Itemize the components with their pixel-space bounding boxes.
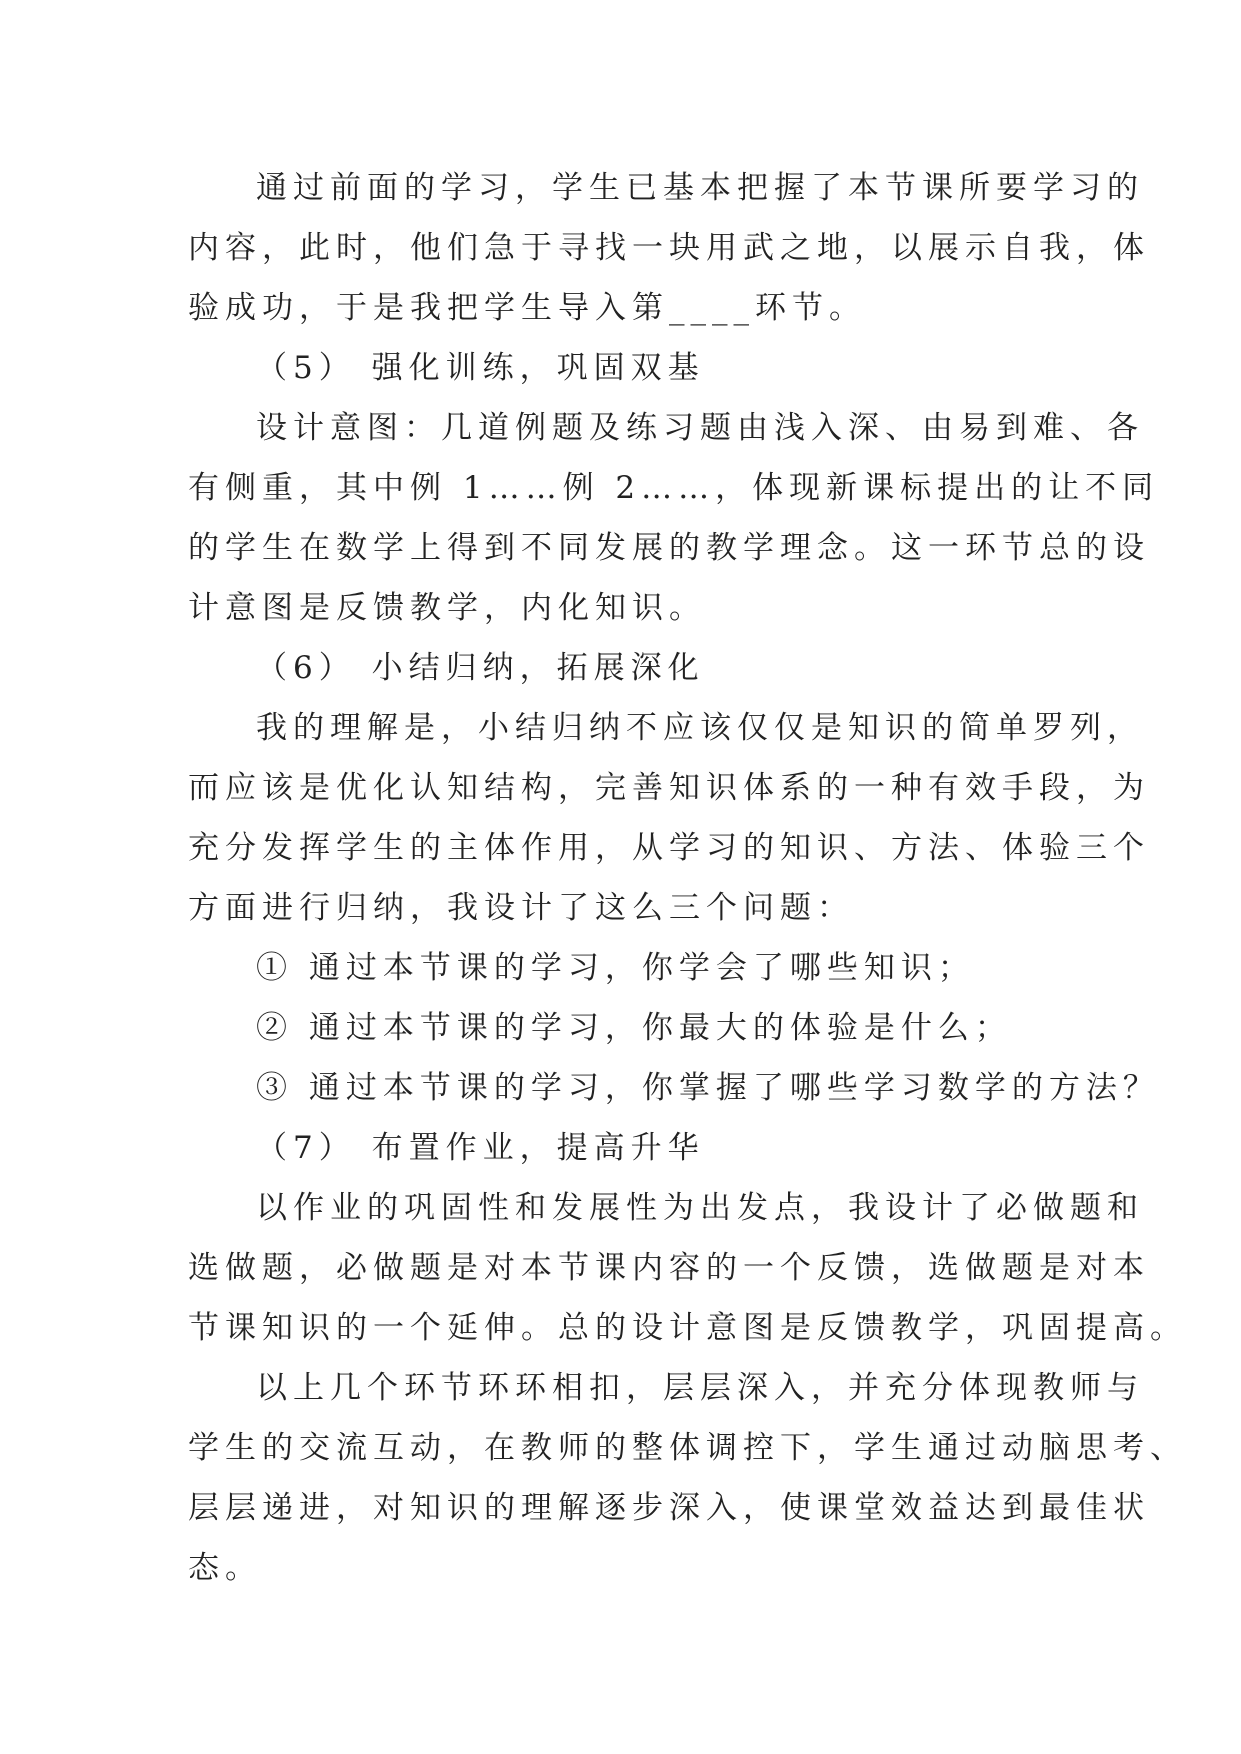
- list-item: ② 通过本节课的学习，你最大的体验是什么；: [256, 1010, 1012, 1046]
- paragraph-line: 方面进行归纳，我设计了这么三个问题：: [188, 890, 854, 926]
- paragraph-line: 以上几个环节环环相扣，层层深入，并充分体现教师与: [256, 1370, 1144, 1406]
- paragraph-line: 态。: [188, 1550, 262, 1586]
- paragraph-line: 以作业的巩固性和发展性为出发点，我设计了必做题和: [256, 1190, 1144, 1226]
- paragraph-line: 层层递进，对知识的理解逐步深入，使课堂效益达到最佳状: [188, 1490, 1150, 1526]
- paragraph-line: 学生的交流互动，在教师的整体调控下，学生通过动脑思考、: [188, 1430, 1187, 1466]
- section-heading: （5） 强化训练，巩固双基: [256, 350, 705, 386]
- paragraph-line: 选做题，必做题是对本节课内容的一个反馈，选做题是对本: [188, 1250, 1150, 1286]
- list-item: ① 通过本节课的学习，你学会了哪些知识；: [256, 950, 975, 986]
- section-heading: （7） 布置作业，提高升华: [256, 1130, 705, 1166]
- paragraph-line: 充分发挥学生的主体作用，从学习的知识、方法、体验三个: [188, 830, 1150, 866]
- paragraph-line: 有侧重，其中例 1……例 2……，体现新课标提出的让不同: [188, 470, 1160, 506]
- paragraph-line: 的学生在数学上得到不同发展的教学理念。这一环节总的设: [188, 530, 1150, 566]
- paragraph-line: 验成功，于是我把学生导入第____环节。: [188, 290, 866, 326]
- paragraph-line: 我的理解是，小结归纳不应该仅仅是知识的简单罗列，: [256, 710, 1144, 746]
- paragraph-line: 设计意图：几道例题及练习题由浅入深、由易到难、各: [256, 410, 1144, 446]
- paragraph-line: 计意图是反馈教学，内化知识。: [188, 590, 706, 626]
- section-heading: （6） 小结归纳，拓展深化: [256, 650, 705, 686]
- document-page: [188, 158, 1187, 1598]
- list-item: ③ 通过本节课的学习，你掌握了哪些学习数学的方法？: [256, 1070, 1160, 1106]
- paragraph-line: 而应该是优化认知结构，完善知识体系的一种有效手段，为: [188, 770, 1150, 806]
- paragraph-line: 内容，此时，他们急于寻找一块用武之地，以展示自我，体: [188, 230, 1150, 266]
- paragraph-line: 通过前面的学习，学生已基本把握了本节课所要学习的: [256, 170, 1144, 206]
- paragraph-line: 节课知识的一个延伸。总的设计意图是反馈教学，巩固提高。: [188, 1310, 1187, 1346]
